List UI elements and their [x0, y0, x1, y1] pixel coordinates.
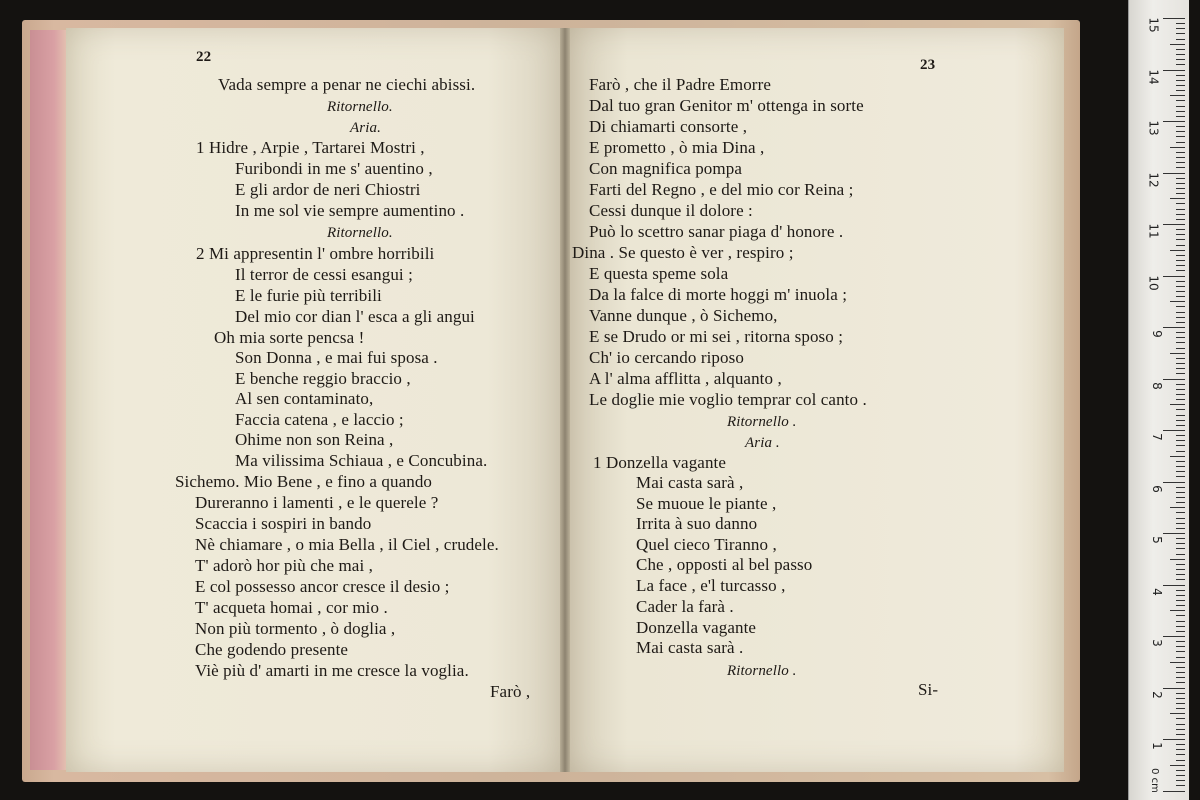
ruler-tick — [1163, 636, 1185, 637]
text-line: E le furie più terribili — [235, 286, 382, 305]
ruler-number: 5 — [1150, 536, 1165, 544]
text-line: Che godendo presente — [195, 640, 349, 659]
ruler-tick — [1163, 224, 1185, 225]
ruler-tick — [1176, 435, 1185, 436]
ruler-tick — [1176, 554, 1185, 555]
ruler-tick — [1176, 579, 1185, 580]
text-line: Mai casta sarà , — [636, 473, 744, 492]
ruler-tick — [1176, 667, 1185, 668]
ruler-number: 7 — [1150, 433, 1165, 441]
ruler-tick — [1170, 404, 1185, 405]
ruler-tick — [1176, 641, 1185, 642]
text-line: Quel cieco Tiranno , — [636, 535, 777, 554]
ruler-tick — [1176, 389, 1185, 390]
text-line: Da la falce di morte hoggi m' inuola ; — [589, 285, 848, 304]
ruler-tick — [1176, 615, 1185, 616]
ruler-tick — [1176, 512, 1185, 513]
ruler-tick — [1176, 131, 1185, 132]
text-line: Nè chiamare , o mia Bella , il Ciel , crudele. — [195, 535, 499, 554]
ruler-tick — [1170, 301, 1185, 302]
ruler-tick — [1176, 703, 1185, 704]
ruler-tick — [1176, 384, 1185, 385]
ruler-tick — [1176, 770, 1185, 771]
ruler-tick — [1176, 626, 1185, 627]
ruler-tick — [1176, 523, 1185, 524]
ruler-tick — [1176, 348, 1185, 349]
ruler-tick — [1176, 239, 1185, 240]
ruler-tick — [1176, 337, 1185, 338]
text-line: Cader la farà . — [636, 597, 734, 616]
text-line: Furibondi in me s' auentino , — [235, 159, 433, 178]
ruler-tick — [1163, 18, 1185, 19]
text-line: Ch' io cercando riposo — [589, 348, 744, 367]
text-line: E se Drudo or mi sei , ritorna sposo ; — [589, 327, 844, 346]
text-line: A l' alma afflitta , alquanto , — [589, 369, 782, 388]
text-line: T' acqueta homai , cor mio . — [195, 598, 388, 617]
ruler-tick — [1176, 152, 1185, 153]
ruler-number: 10 — [1146, 274, 1161, 291]
ruler-tick — [1176, 342, 1185, 343]
ruler-tick — [1170, 713, 1185, 714]
ruler-tick — [1176, 415, 1185, 416]
text-line: Ritornello. — [327, 99, 393, 115]
text-line: 1 Donzella vagante — [593, 453, 727, 472]
ruler-tick — [1176, 178, 1185, 179]
text-line: Di chiamarti consorte , — [589, 117, 748, 136]
ruler-number: 12 — [1146, 171, 1161, 188]
ruler-tick — [1163, 70, 1185, 71]
ruler-number: 9 — [1150, 330, 1165, 338]
text-line: Donzella vagante — [636, 618, 757, 637]
text-line: Ohime non son Reina , — [235, 430, 394, 449]
ruler-tick — [1176, 317, 1185, 318]
ruler-tick — [1176, 631, 1185, 632]
ruler-tick — [1176, 162, 1185, 163]
text-line: Dal tuo gran Genitor m' ottenga in sorte — [589, 96, 864, 115]
ruler-unit-label: 0 cm — [1149, 768, 1161, 793]
text-line: Ritornello . — [727, 414, 797, 430]
ruler-tick — [1176, 734, 1185, 735]
ruler-tick — [1163, 173, 1185, 174]
text-line: Dureranno i lamenti , e le querele ? — [195, 493, 439, 512]
ruler-tick — [1163, 276, 1185, 277]
text-line: E benche reggio braccio , — [235, 369, 411, 388]
ruler-tick — [1163, 585, 1185, 586]
ruler-tick — [1176, 574, 1185, 575]
ruler-number: 6 — [1150, 484, 1165, 493]
cover-edge — [30, 30, 70, 770]
ruler-number: 2 — [1150, 690, 1165, 699]
ruler-tick — [1170, 662, 1185, 663]
text-line: Faccia catena , e laccio ; — [235, 410, 404, 429]
ruler-tick — [1176, 548, 1185, 549]
ruler-tick — [1176, 306, 1185, 307]
ruler-tick — [1170, 198, 1185, 199]
ruler-tick — [1176, 85, 1185, 86]
ruler-tick — [1176, 605, 1185, 606]
ruler-tick — [1176, 332, 1185, 333]
ruler-tick — [1176, 698, 1185, 699]
ruler-tick — [1176, 672, 1185, 673]
ruler-tick — [1176, 492, 1185, 493]
ruler-tick — [1176, 111, 1185, 112]
ruler-tick — [1163, 379, 1185, 380]
ruler-tick — [1170, 44, 1185, 45]
ruler-tick — [1176, 142, 1185, 143]
book-gutter — [560, 28, 570, 772]
text-line: Farò , — [490, 682, 531, 701]
text-line: Farti del Regno , e del mio cor Reina ; — [589, 180, 854, 199]
ruler-tick — [1176, 90, 1185, 91]
ruler-tick — [1176, 569, 1185, 570]
ruler-number: 13 — [1146, 120, 1161, 136]
text-line: Oh mia sorte pencsa ! — [214, 328, 365, 347]
text-line: Ritornello. — [327, 225, 393, 241]
text-line: Ritornello . — [727, 663, 797, 679]
ruler-tick — [1170, 95, 1185, 96]
ruler-tick — [1170, 250, 1185, 251]
ruler-tick — [1176, 75, 1185, 76]
ruler-tick — [1163, 533, 1185, 534]
text-line: Sichemo. Mio Bene , e fino a quando — [175, 472, 433, 491]
text-line: Si- — [918, 680, 939, 699]
ruler-tick — [1176, 39, 1185, 40]
ruler-tick — [1176, 744, 1185, 745]
text-line: Il terror de cessi esangui ; — [235, 265, 413, 284]
ruler-number: 3 — [1150, 639, 1165, 647]
ruler-number: 1 — [1150, 742, 1165, 750]
ruler-tick — [1176, 188, 1185, 189]
text-line: 2 Mi appresentin l' ombre horribili — [196, 244, 435, 263]
ruler-tick — [1176, 502, 1185, 503]
text-line: Farò , che il Padre Emorre — [589, 75, 771, 94]
ruler-tick — [1176, 203, 1185, 204]
ruler-tick — [1163, 791, 1185, 792]
ruler-tick — [1176, 167, 1185, 168]
ruler-tick — [1176, 538, 1185, 539]
ruler-tick — [1176, 358, 1185, 359]
text-line: Con magnifica pompa — [589, 159, 742, 178]
ruler-tick — [1176, 780, 1185, 781]
ruler-tick — [1176, 621, 1185, 622]
ruler-tick — [1176, 451, 1185, 452]
ruler-number: 15 — [1146, 17, 1161, 33]
ruler-tick — [1170, 559, 1185, 560]
ruler-tick — [1176, 420, 1185, 421]
ruler-tick — [1176, 219, 1185, 220]
ruler-tick — [1176, 785, 1185, 786]
ruler-tick — [1176, 749, 1185, 750]
ruler-tick — [1176, 291, 1185, 292]
text-line: Può lo scettro sanar piaga d' honore . — [589, 222, 844, 241]
ruler-tick — [1176, 126, 1185, 127]
ruler-tick — [1176, 209, 1185, 210]
text-line: In me sol vie sempre aumentino . — [235, 201, 465, 220]
ruler-tick — [1176, 693, 1185, 694]
ruler-tick — [1176, 729, 1185, 730]
text-line: Cessi dunque il dolore : — [589, 201, 753, 220]
ruler-tick — [1176, 183, 1185, 184]
ruler-tick — [1176, 23, 1185, 24]
ruler-tick — [1176, 59, 1185, 60]
ruler-tick — [1176, 255, 1185, 256]
ruler-tick — [1176, 322, 1185, 323]
ruler-tick — [1176, 49, 1185, 50]
ruler-tick — [1176, 116, 1185, 117]
ruler-tick — [1176, 234, 1185, 235]
ruler-tick — [1176, 425, 1185, 426]
text-line: La face , e'l turcasso , — [636, 576, 786, 595]
ruler-tick — [1176, 363, 1185, 364]
ruler-tick — [1163, 688, 1185, 689]
ruler-tick — [1176, 564, 1185, 565]
ruler-tick — [1176, 245, 1185, 246]
ruler-tick — [1176, 260, 1185, 261]
ruler-tick — [1170, 507, 1185, 508]
ruler-tick — [1176, 497, 1185, 498]
ruler-tick — [1170, 353, 1185, 354]
ruler-tick — [1176, 528, 1185, 529]
ruler-tick — [1176, 229, 1185, 230]
ruler-tick — [1176, 368, 1185, 369]
ruler-tick — [1176, 265, 1185, 266]
ruler-tick — [1176, 646, 1185, 647]
ruler-tick — [1176, 657, 1185, 658]
ruler-tick — [1163, 327, 1185, 328]
text-line: Son Donna , e mai fui sposa . — [235, 348, 438, 367]
text-line: Vada sempre a penar ne ciechi abissi. — [218, 75, 476, 94]
ruler-tick — [1176, 54, 1185, 55]
ruler-tick — [1176, 518, 1185, 519]
left-page-number: 22 — [196, 49, 212, 65]
text-line: Viè più d' amarti in me cresce la voglia. — [195, 661, 469, 680]
ruler-tick — [1176, 476, 1185, 477]
text-line: E questa speme sola — [589, 264, 729, 283]
ruler-tick — [1176, 600, 1185, 601]
ruler-number: 11 — [1146, 223, 1161, 239]
ruler-tick — [1176, 466, 1185, 467]
ruler-tick — [1163, 121, 1185, 122]
text-line: Scaccia i sospiri in bando — [195, 514, 372, 533]
text-line: E prometto , ò mia Dina , — [589, 138, 765, 157]
ruler-tick — [1176, 28, 1185, 29]
ruler-tick — [1176, 440, 1185, 441]
ruler-tick — [1176, 64, 1185, 65]
ruler-tick — [1176, 281, 1185, 282]
ruler-tick — [1176, 157, 1185, 158]
ruler-tick — [1176, 487, 1185, 488]
text-line: Se muoue le piante , — [636, 494, 777, 513]
ruler-tick — [1176, 136, 1185, 137]
text-line: Al sen contaminato, — [235, 389, 374, 408]
text-line: Le doglie mie voglio temprar col canto . — [589, 390, 867, 409]
ruler-tick — [1176, 595, 1185, 596]
text-line: E col possesso ancor cresce il desio ; — [195, 577, 450, 596]
ruler-tick — [1176, 708, 1185, 709]
ruler-tick — [1176, 214, 1185, 215]
text-line: Ma vilissima Schiaua , e Concubina. — [235, 451, 488, 470]
text-line: Mai casta sarà . — [636, 638, 744, 657]
ruler-tick — [1176, 286, 1185, 287]
ruler-tick — [1176, 461, 1185, 462]
ruler-tick — [1176, 445, 1185, 446]
ruler-tick — [1176, 270, 1185, 271]
ruler-number: 4 — [1150, 587, 1165, 596]
measuring-ruler — [1128, 0, 1189, 800]
ruler-tick — [1176, 718, 1185, 719]
ruler-tick — [1170, 456, 1185, 457]
ruler-tick — [1170, 610, 1185, 611]
ruler-tick — [1176, 543, 1185, 544]
text-line: Del mio cor dian l' esca a gli angui — [235, 307, 475, 326]
ruler-tick — [1176, 193, 1185, 194]
text-line: Vanne dunque , ò Sichemo, — [589, 306, 778, 325]
ruler-tick — [1176, 296, 1185, 297]
ruler-number: 14 — [1146, 68, 1161, 85]
ruler-tick — [1176, 724, 1185, 725]
ruler-tick — [1176, 106, 1185, 107]
text-line: Irrita à suo danno — [636, 514, 758, 533]
ruler-number: 8 — [1150, 381, 1165, 390]
text-line: T' adorò hor più che mai , — [195, 556, 373, 575]
ruler-tick — [1176, 100, 1185, 101]
text-line: Che , opposti al bel passo — [636, 555, 813, 574]
right-page-number: 23 — [920, 57, 936, 73]
ruler-tick — [1163, 739, 1185, 740]
ruler-tick — [1170, 765, 1185, 766]
ruler-tick — [1176, 33, 1185, 34]
ruler-tick — [1176, 775, 1185, 776]
ruler-tick — [1176, 760, 1185, 761]
ruler-tick — [1176, 682, 1185, 683]
text-line: Aria. — [350, 120, 381, 136]
ruler-tick — [1170, 147, 1185, 148]
ruler-tick — [1176, 373, 1185, 374]
ruler-tick — [1176, 80, 1185, 81]
ruler-tick — [1176, 394, 1185, 395]
ruler-tick — [1176, 651, 1185, 652]
text-line: 1 Hidre , Arpie , Tartarei Mostri , — [196, 138, 425, 157]
ruler-tick — [1163, 430, 1185, 431]
text-line: Non più tormento , ò doglia , — [195, 619, 396, 638]
ruler-tick — [1176, 312, 1185, 313]
text-line: E gli ardor de neri Chiostri — [235, 180, 421, 199]
ruler-tick — [1176, 677, 1185, 678]
ruler-tick — [1176, 590, 1185, 591]
text-line: Dina . Se questo è ver , respiro ; — [572, 243, 794, 262]
ruler-tick — [1163, 482, 1185, 483]
ruler-tick — [1176, 399, 1185, 400]
ruler-tick — [1176, 754, 1185, 755]
text-line: Aria . — [745, 435, 780, 451]
ruler-tick — [1176, 409, 1185, 410]
ruler-tick — [1176, 471, 1185, 472]
